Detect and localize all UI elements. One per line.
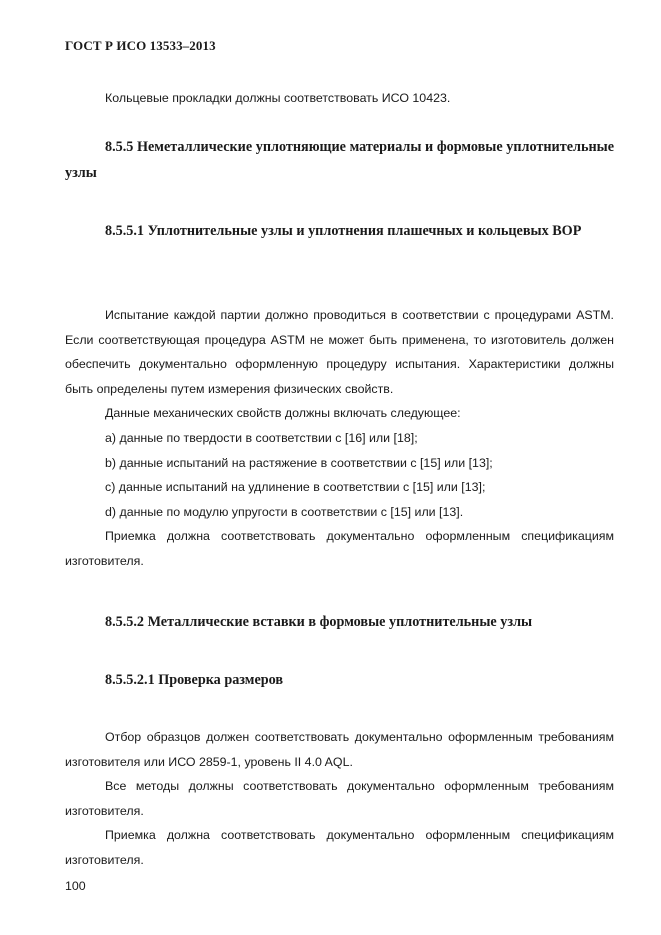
intro-paragraph: Кольцевые прокладки должны соответствовать ИСО 10423. xyxy=(105,91,451,105)
section-8-5-5-2-1-body xyxy=(65,725,614,873)
section-8-5-5-1-heading: 8.5.5.1 Уплотнительные узлы и уплотнения плашечных и кольцевых ВОР xyxy=(105,223,582,239)
section-8-5-5-1-body xyxy=(65,303,614,574)
sampling-paragraph: Отбор образцов должен соответствовать документально оформленным требованиям изготовителя или ИСО 2859-1, уровень II 4.0 AQL. xyxy=(65,730,614,769)
document-code-header: ГОСТ Р ИСО 13533–2013 xyxy=(65,38,216,53)
section-8-5-5-2-heading: 8.5.5.2 Металлические вставки в формовые уплотнительные узлы xyxy=(105,614,533,630)
acceptance-paragraph: Приемка должна соответствовать документально оформленным спецификациям изготовителя. xyxy=(65,529,614,568)
section-8-5-5-2 xyxy=(65,609,614,635)
testing-paragraph: Испытание каждой партии должно проводиться в соответствии с процедурами ASTM. Если соответствующая процедура ASTM не может быть применена, то изготовитель должен обеспечить документально оформленную процедуру испытания. Характеристики должны быть определены путем измерения физических свойств. xyxy=(65,308,614,396)
section-8-5-5-1 xyxy=(65,218,614,244)
section-8-5-5-2-1-heading: 8.5.5.2.1 Проверка размеров xyxy=(105,672,284,688)
acceptance-paragraph-2: Приемка должна соответствовать документально оформленным спецификациям изготовителя. xyxy=(65,828,614,867)
methods-paragraph: Все методы должны соответствовать документально оформленным требованиям изготовителя. xyxy=(65,779,614,818)
list-item: c) данные испытаний на удлинение в соответствии с [15] или [13]; xyxy=(105,480,486,495)
list-item: a) данные по твердости в соответствии с [16] или [18]; xyxy=(105,430,418,445)
page-number: 100 xyxy=(65,879,86,893)
section-8-5-5 xyxy=(65,134,614,186)
section-8-5-5-heading: 8.5.5 Неметаллические уплотняющие материалы и формовые уплотнительные узлы xyxy=(65,139,614,181)
list-intro: Данные механических свойств должны включать следующее: xyxy=(105,406,461,421)
list-item: d) данные по модулю упругости в соответствии с [15] или [13]. xyxy=(105,504,464,519)
intro-paragraph-block xyxy=(65,86,614,111)
list-item: b) данные испытаний на растяжение в соответствии с [15] или [13]; xyxy=(105,455,493,470)
section-8-5-5-2-1 xyxy=(65,667,614,693)
